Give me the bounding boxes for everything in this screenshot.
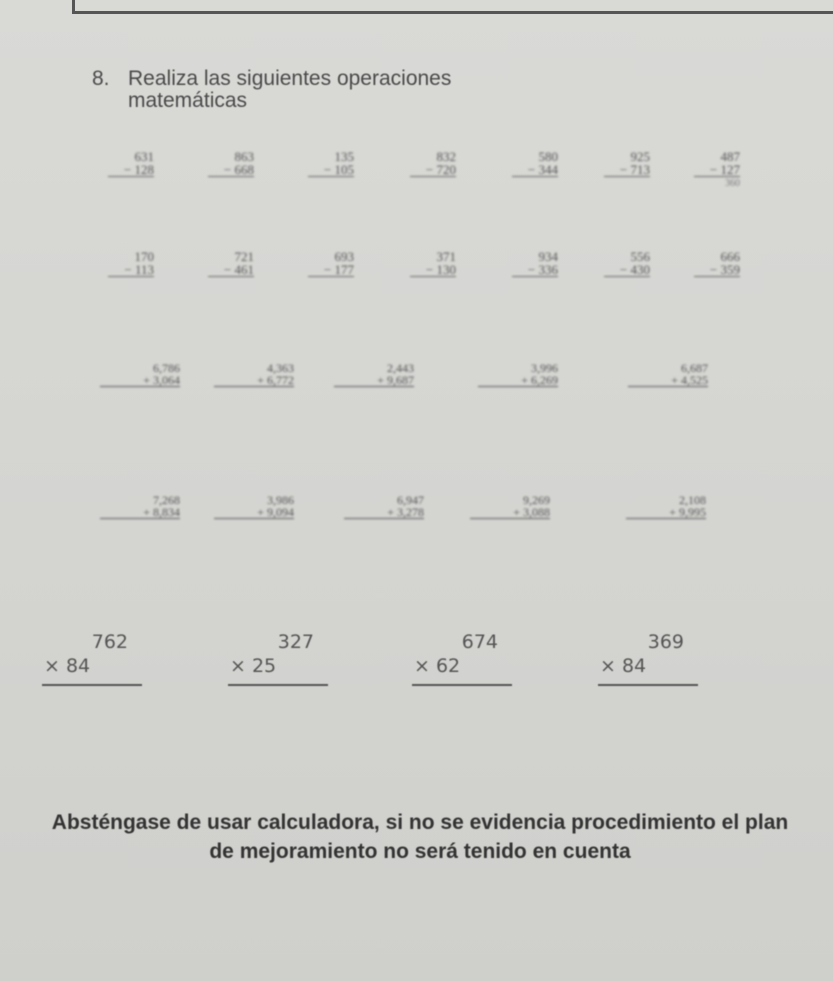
addition-problem: 9,269 + 3,088 xyxy=(470,494,550,519)
heading-line-2: matemáticas xyxy=(128,89,248,112)
subtraction-problem: 925 − 713 xyxy=(604,150,650,177)
multiplication-problem: 674 × 62 xyxy=(412,630,512,686)
addition-problem: 6,687 + 4,525 xyxy=(628,362,708,387)
subtraction-problem: 170 − 113 xyxy=(108,250,154,277)
multiplication-problem: 762 × 84 xyxy=(42,630,142,686)
multiplication-problem: 369 × 84 xyxy=(598,630,698,686)
subtraction-problem: 721 − 461 xyxy=(208,250,254,277)
subtraction-problem: 371 − 130 xyxy=(410,250,456,277)
calculator-warning-note: Absténgase de usar calculadora, si no se evidencia procedimiento el plan de mejoramiento no será tenido en cuenta xyxy=(51,811,789,863)
addition-problem: 2,443 + 9,687 xyxy=(334,362,414,387)
subtraction-problem: 666 − 359 xyxy=(694,250,740,277)
multiplication-row xyxy=(0,630,833,710)
subtraction-problem: 934 − 336 xyxy=(512,250,558,277)
subtraction-problem: 832 − 720 xyxy=(410,150,456,177)
subtraction-problem: 863 − 668 xyxy=(208,150,254,177)
exercise-heading xyxy=(92,68,612,112)
heading-line-1: Realiza las siguientes operaciones xyxy=(128,67,452,90)
addition-problem: 3,996 + 6,269 xyxy=(478,362,558,387)
subtraction-problem: 693 − 177 xyxy=(308,250,354,277)
answer-line xyxy=(412,684,512,686)
multiplication-problem: 327 × 25 xyxy=(228,630,328,686)
subtraction-problem: 580 − 344 xyxy=(512,150,558,177)
page-border xyxy=(72,0,833,14)
subtraction-problem: 631 − 128 xyxy=(108,150,154,177)
exercise-number: 8. xyxy=(92,67,110,90)
subtraction-problem: 135 − 105 xyxy=(308,150,354,177)
addition-problem: 7,268 + 8,834 xyxy=(100,494,180,519)
answer-line xyxy=(228,684,328,686)
answer-line xyxy=(42,684,142,686)
answer-line xyxy=(598,684,698,686)
addition-problem: 2,108 + 9,995 xyxy=(626,494,706,519)
addition-problem: 4,363 + 6,772 xyxy=(214,362,294,387)
addition-problem: 6,786 + 3,064 xyxy=(100,362,180,387)
subtraction-problem: 487 − 127 360 xyxy=(694,150,740,190)
subtraction-problem: 556 − 430 xyxy=(604,250,650,277)
addition-problem: 6,947 + 3,278 xyxy=(344,494,424,519)
addition-problem: 3,986 + 9,094 xyxy=(214,494,294,519)
